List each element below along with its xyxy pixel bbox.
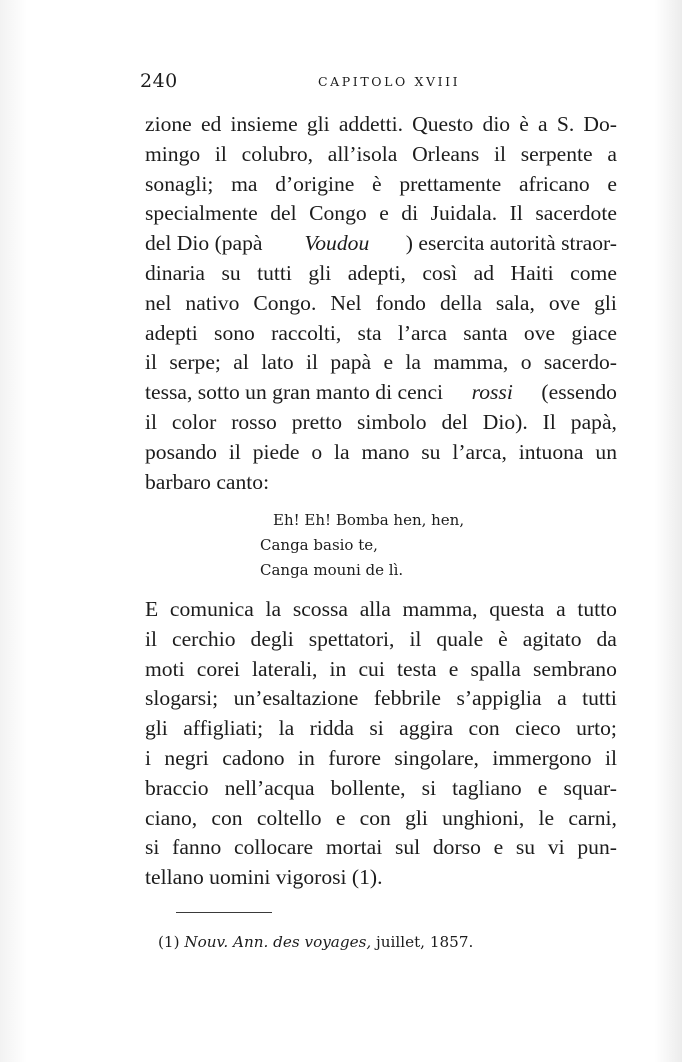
line-text-roman: (essendo bbox=[536, 380, 617, 405]
page-number: 240 bbox=[140, 70, 178, 92]
word: su bbox=[221, 260, 241, 285]
word: questa bbox=[489, 597, 545, 621]
word: ridda bbox=[309, 716, 354, 741]
word: di bbox=[401, 201, 419, 226]
word: colubro, bbox=[241, 141, 314, 166]
word: rosso bbox=[231, 409, 277, 434]
word: Juidala. bbox=[430, 201, 498, 226]
word: del bbox=[441, 409, 468, 434]
word: al bbox=[233, 350, 249, 375]
word: tagliano bbox=[452, 775, 522, 800]
word: immergono bbox=[492, 745, 592, 770]
word: dio bbox=[482, 112, 511, 136]
word: lato bbox=[261, 350, 294, 375]
word: con bbox=[211, 805, 243, 830]
word: a bbox=[556, 597, 566, 621]
word: corei bbox=[196, 656, 240, 681]
word: vi bbox=[547, 835, 565, 860]
word: e bbox=[335, 805, 346, 830]
word: è bbox=[372, 171, 382, 196]
text-line bbox=[145, 319, 617, 349]
paragraph-2 bbox=[145, 595, 617, 893]
word: ad bbox=[473, 260, 495, 285]
verse-line: Canga mouni de lì. bbox=[260, 561, 404, 579]
text-line bbox=[145, 140, 617, 170]
word: il bbox=[493, 141, 506, 166]
word: con bbox=[359, 805, 391, 830]
word: sacerdo- bbox=[543, 350, 617, 375]
text-line bbox=[145, 655, 617, 685]
word: pretto bbox=[291, 409, 343, 434]
word: tutti bbox=[257, 260, 292, 285]
word: sala, bbox=[495, 290, 535, 315]
word: dinaria bbox=[145, 260, 205, 285]
word: si bbox=[421, 775, 437, 800]
word: o bbox=[311, 439, 323, 464]
word: gli bbox=[594, 290, 617, 315]
word: a bbox=[607, 141, 617, 166]
word: unghioni, bbox=[442, 805, 525, 830]
word: testa bbox=[396, 656, 437, 681]
word: fanno bbox=[172, 835, 222, 860]
word: cadono bbox=[222, 745, 285, 770]
word: la bbox=[405, 350, 422, 375]
word: scossa bbox=[292, 597, 348, 621]
word: s’appiglia bbox=[456, 686, 542, 711]
word: slogarsi; bbox=[145, 686, 219, 711]
word: è bbox=[498, 626, 508, 651]
word: addetti. bbox=[338, 112, 403, 136]
word: braccio bbox=[145, 775, 209, 800]
line-text-roman: ) esercita autorità straor- bbox=[405, 231, 617, 256]
text-line bbox=[145, 259, 617, 289]
word: serpe; bbox=[169, 350, 221, 375]
word: gli bbox=[308, 260, 332, 285]
song-verse bbox=[260, 508, 464, 583]
text-line bbox=[145, 833, 617, 863]
word: a bbox=[557, 686, 567, 711]
word: tutto bbox=[577, 597, 617, 621]
word: si bbox=[369, 716, 384, 741]
word: quale bbox=[436, 626, 484, 651]
word: degli bbox=[250, 626, 294, 651]
italic-word-voudou: Voudou bbox=[304, 231, 370, 256]
word: il bbox=[604, 745, 617, 770]
word: i bbox=[145, 745, 151, 770]
word: nell’acqua bbox=[224, 775, 315, 800]
word: zione bbox=[145, 112, 192, 136]
word: color bbox=[171, 409, 217, 434]
word: spettatori, bbox=[308, 626, 395, 651]
footnote-source: Nouv. Ann. des voyages, bbox=[184, 933, 372, 951]
word: posando bbox=[145, 439, 217, 464]
text-line bbox=[145, 229, 617, 259]
line-text-roman: del Dio (papà bbox=[145, 231, 268, 256]
running-header bbox=[140, 70, 620, 96]
word: carni, bbox=[568, 805, 617, 830]
word: cieco bbox=[515, 716, 561, 741]
word: Haiti bbox=[510, 260, 554, 285]
line-text-roman: tessa, sotto un gran manto di cenci bbox=[145, 380, 449, 405]
word: l’arca bbox=[397, 320, 447, 345]
footnote-rule bbox=[176, 912, 272, 913]
word: singolare, bbox=[394, 745, 479, 770]
text-line bbox=[145, 744, 617, 774]
word: della bbox=[439, 290, 482, 315]
word: si bbox=[145, 835, 160, 860]
verse-line: Canga basio te, bbox=[260, 536, 378, 554]
word: furore bbox=[328, 745, 381, 770]
italic-word-rossi: rossi bbox=[471, 380, 513, 405]
word: un’esaltazione bbox=[233, 686, 359, 711]
text-line: tellano uomini vigorosi (1). bbox=[145, 865, 383, 890]
word: Do- bbox=[583, 112, 617, 136]
word: simbolo bbox=[356, 409, 427, 434]
text-line bbox=[145, 408, 617, 438]
word: l’arca, bbox=[452, 439, 507, 464]
word: S. bbox=[556, 112, 575, 136]
text-line bbox=[145, 714, 617, 744]
text-line bbox=[145, 774, 617, 804]
word: prettamente bbox=[399, 171, 502, 196]
word: coltello bbox=[256, 805, 322, 830]
word: e bbox=[379, 201, 389, 226]
word: moti bbox=[145, 656, 185, 681]
word: e bbox=[537, 775, 548, 800]
word: affigliati; bbox=[183, 716, 264, 741]
word: agitato bbox=[522, 626, 582, 651]
word: bollente, bbox=[330, 775, 406, 800]
word: sonagli; bbox=[145, 171, 214, 196]
word: Il bbox=[542, 409, 556, 434]
text-line bbox=[145, 378, 617, 408]
text-line bbox=[145, 199, 617, 229]
word: ciano, bbox=[145, 805, 198, 830]
word: papà, bbox=[570, 409, 617, 434]
word: raccolti, bbox=[271, 320, 342, 345]
word: mamma, bbox=[433, 350, 509, 375]
word: febbrile bbox=[373, 686, 441, 711]
word: Questo bbox=[412, 112, 474, 136]
word: ed bbox=[200, 112, 222, 136]
word: dorso bbox=[432, 835, 481, 860]
word: cui bbox=[358, 656, 385, 681]
word: tutti bbox=[582, 686, 617, 711]
word: come bbox=[570, 260, 617, 285]
word: cerchio bbox=[171, 626, 236, 651]
word: ove bbox=[523, 320, 556, 345]
word: all’isola bbox=[327, 141, 398, 166]
word: e bbox=[383, 350, 394, 375]
word: il bbox=[145, 626, 157, 651]
word: intuona bbox=[518, 439, 584, 464]
word: aggira bbox=[399, 716, 454, 741]
chapter-title: CAPITOLO XVIII bbox=[318, 74, 461, 89]
word: il bbox=[145, 409, 157, 434]
paragraph-1 bbox=[145, 110, 617, 497]
word: papà bbox=[330, 350, 372, 375]
word: urto; bbox=[576, 716, 617, 741]
word: gli bbox=[306, 112, 330, 136]
word: collocare bbox=[234, 835, 314, 860]
word: santa bbox=[463, 320, 508, 345]
word: è bbox=[519, 112, 529, 136]
word: da bbox=[596, 626, 617, 651]
word: specialmente bbox=[145, 201, 258, 226]
text-line bbox=[145, 625, 617, 655]
word: del bbox=[270, 201, 297, 226]
word: o bbox=[520, 350, 532, 375]
word: mano bbox=[361, 439, 410, 464]
word: gli bbox=[145, 716, 168, 741]
word: il bbox=[409, 626, 422, 651]
word: il bbox=[228, 439, 241, 464]
word: alla bbox=[359, 597, 391, 621]
word: sono bbox=[214, 320, 255, 345]
word: negri bbox=[164, 745, 209, 770]
word: su bbox=[421, 439, 441, 464]
word: e bbox=[607, 171, 617, 196]
word: adepti, bbox=[347, 260, 406, 285]
word: la bbox=[265, 597, 282, 621]
text-line bbox=[145, 110, 617, 140]
word: nativo bbox=[185, 290, 240, 315]
word: comunica bbox=[169, 597, 254, 621]
word: pun- bbox=[577, 835, 617, 860]
text-line bbox=[145, 348, 617, 378]
word: un bbox=[595, 439, 617, 464]
word: Orleans bbox=[412, 141, 480, 166]
text-line bbox=[145, 289, 617, 319]
word: insieme bbox=[230, 112, 298, 136]
word: sul bbox=[394, 835, 421, 860]
word: spalla bbox=[470, 656, 521, 681]
word: a bbox=[538, 112, 548, 136]
word: il bbox=[214, 141, 227, 166]
word: sacerdote bbox=[535, 201, 617, 226]
word: piede bbox=[252, 439, 300, 464]
word: d’origine bbox=[275, 171, 355, 196]
word: in bbox=[329, 656, 347, 681]
word: Congo. bbox=[253, 290, 317, 315]
word: la bbox=[278, 716, 295, 741]
word: il bbox=[305, 350, 318, 375]
word: nel bbox=[145, 290, 172, 315]
word: serpente bbox=[520, 141, 593, 166]
word: con bbox=[468, 716, 500, 741]
text-line bbox=[145, 170, 617, 200]
text-line: barbaro canto: bbox=[145, 469, 270, 494]
word: mortai bbox=[325, 835, 383, 860]
word: giace bbox=[571, 320, 617, 345]
word: fondo bbox=[375, 290, 426, 315]
footnote bbox=[158, 930, 473, 954]
word: Dio). bbox=[482, 409, 528, 434]
word: mamma, bbox=[402, 597, 478, 621]
text-line bbox=[145, 684, 617, 714]
word: mingo bbox=[145, 141, 201, 166]
word: e bbox=[448, 656, 459, 681]
word: sembrano bbox=[532, 656, 617, 681]
text-line bbox=[145, 438, 617, 468]
word: sta bbox=[357, 320, 382, 345]
word: in bbox=[298, 745, 315, 770]
word: e bbox=[493, 835, 504, 860]
word: E bbox=[145, 597, 159, 621]
verse-line: Eh! Eh! Bomba hen, hen, bbox=[273, 511, 465, 529]
word: ove bbox=[548, 290, 581, 315]
word: il bbox=[145, 350, 157, 375]
word: Congo bbox=[309, 201, 367, 226]
word: africano bbox=[518, 171, 590, 196]
text-line bbox=[145, 804, 617, 834]
word: Nel bbox=[330, 290, 362, 315]
word: laterali, bbox=[252, 656, 318, 681]
word: gli bbox=[405, 805, 428, 830]
word: su bbox=[515, 835, 536, 860]
word: adepti bbox=[145, 320, 198, 345]
text-line bbox=[145, 595, 617, 625]
word: così bbox=[422, 260, 458, 285]
word: ma bbox=[231, 171, 258, 196]
word: le bbox=[538, 805, 555, 830]
footnote-details: juillet, 1857. bbox=[376, 933, 474, 951]
word: Il bbox=[509, 201, 523, 226]
word: la bbox=[333, 439, 350, 464]
footnote-marker: (1) bbox=[158, 933, 180, 951]
word: squar- bbox=[563, 775, 617, 800]
